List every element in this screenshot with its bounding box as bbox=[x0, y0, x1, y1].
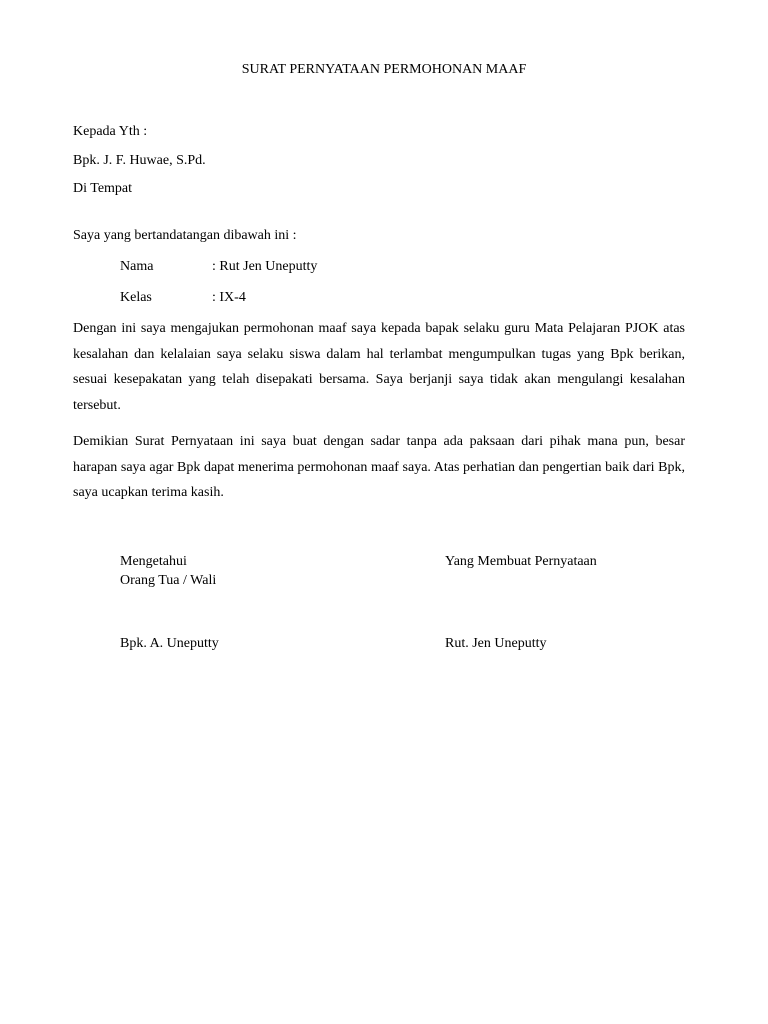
signature-left-name: Bpk. A. Uneputty bbox=[120, 636, 219, 651]
signature-right-line1: Yang Membuat Pernyataan bbox=[445, 554, 597, 569]
letter-title: SURAT PERNYATAAN PERMOHONAN MAAF bbox=[241, 62, 527, 77]
signature-left-line2: Orang Tua / Wali bbox=[120, 573, 217, 588]
intro-statement: Saya yang bertandatangan dibawah ini : bbox=[73, 228, 297, 243]
field-label-nama: Nama bbox=[120, 259, 154, 274]
recipient-name: Bpk. J. F. Huwae, S.Pd. bbox=[73, 153, 206, 168]
paragraph-apology: Dengan ini saya mengajukan permohonan maaf saya kepada bapak selaku guru Mata Pelajaran PJOK atas kesalahan dan kelalaian saya selaku siswa dalam hal terlambat mengumpulkan tugas yang Bpk berikan, sesuai kesepakatan yang telah disepakati bersama. Saya berjanji saya tidak akan mengulangi kesalahan tersebut. bbox=[73, 321, 685, 413]
recipient-place: Di Tempat bbox=[73, 181, 133, 196]
field-label-kelas: Kelas bbox=[120, 290, 152, 305]
recipient-greeting: Kepada Yth : bbox=[73, 124, 148, 139]
paragraph-closing: Demikian Surat Pernyataan ini saya buat dengan sadar tanpa ada paksaan dari pihak mana pun, besar harapan saya agar Bpk dapat menerima permohonan maaf saya. Atas perhatian dan pengertian baik dari Bpk, saya ucapkan terima kasih. bbox=[73, 434, 685, 500]
signature-right-name: Rut. Jen Uneputty bbox=[445, 636, 547, 651]
signature-left-line1: Mengetahui bbox=[120, 554, 187, 569]
field-value-nama: : Rut Jen Uneputty bbox=[212, 259, 318, 274]
field-value-kelas: : IX-4 bbox=[212, 290, 246, 305]
